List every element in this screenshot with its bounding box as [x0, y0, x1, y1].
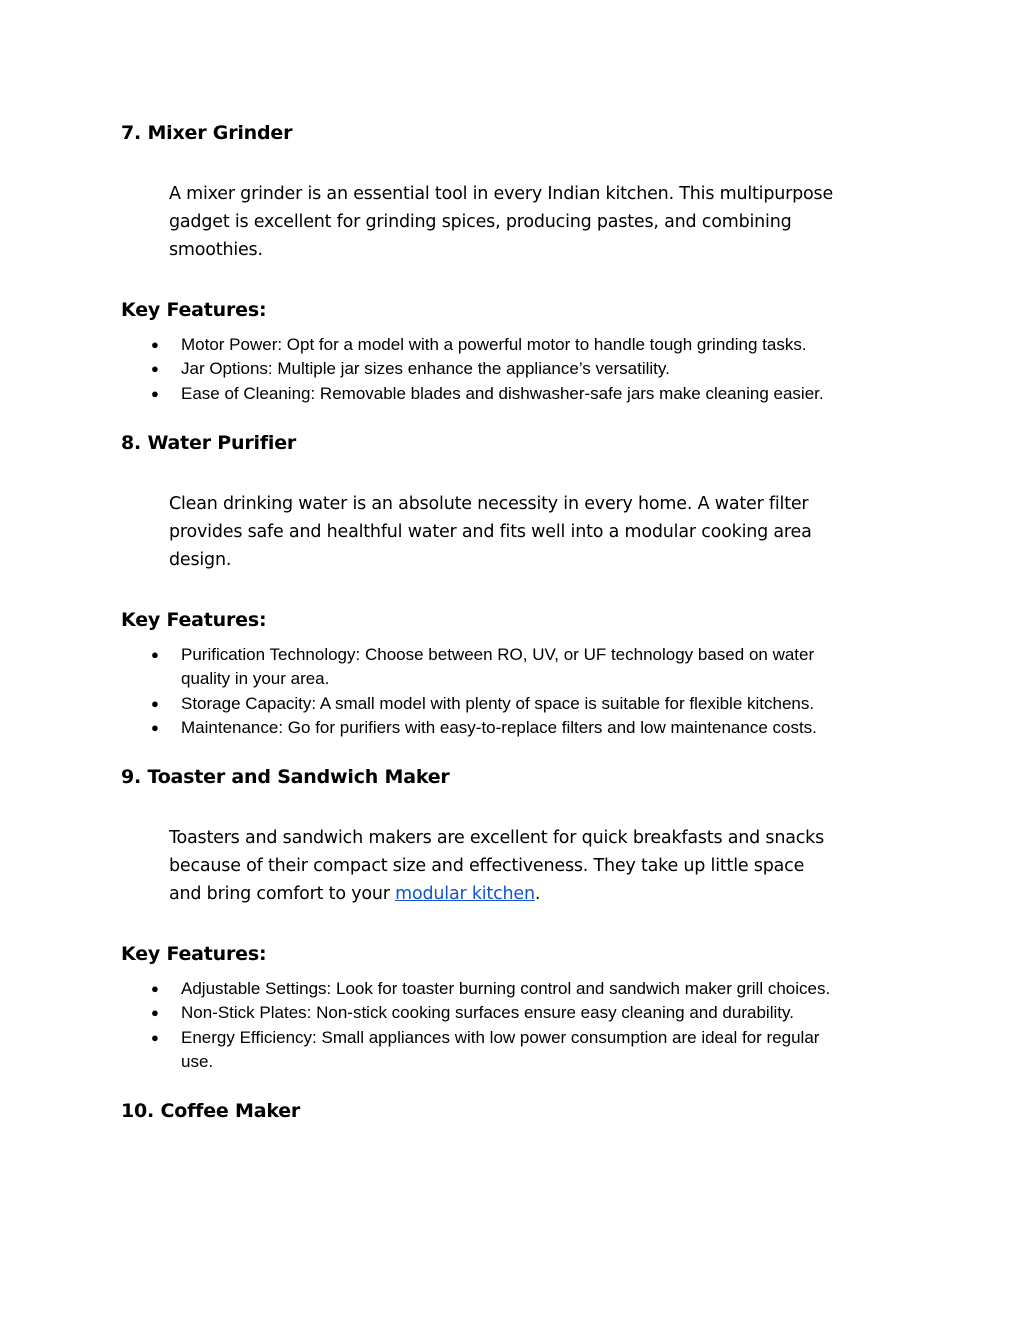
paragraph-line: because of their compact size and effectiveness. They take up little space [169, 856, 805, 876]
section-paragraph-mixer-grinder [169, 180, 869, 264]
section-heading-mixer-grinder: 7. Mixer Grinder [121, 122, 293, 144]
feature-text: Maintenance: Go for purifiers with easy-to-replace filters and low maintenance costs. [181, 718, 817, 738]
paragraph-line: gadget is excellent for grinding spices, producing pastes, and combining [169, 212, 792, 232]
feature-text: Non-Stick Plates: Non-stick cooking surfaces ensure easy cleaning and durability. [181, 1003, 794, 1023]
feature-list-mixer-grinder [0, 333, 1024, 406]
modular-kitchen-link[interactable]: modular kitchen [395, 884, 535, 904]
key-features-label: Key Features: [121, 299, 267, 321]
section-paragraph-water-purifier [169, 490, 869, 574]
bullet-icon: ● [151, 695, 159, 711]
bullet-icon: ● [151, 647, 159, 662]
paragraph-line [169, 880, 869, 908]
feature-text: Adjustable Settings: Look for toaster burning control and sandwich maker grill choices. [181, 979, 831, 998]
section-heading-coffee-maker: 10. Coffee Maker [121, 1100, 301, 1122]
list-item [0, 382, 1024, 406]
section-heading-water-purifier: 8. Water Purifier [121, 432, 297, 454]
paragraph-text: and bring comfort to your [169, 884, 396, 904]
feature-text: Purification Technology: Choose between RO, UV, or UF technology based on water [181, 645, 815, 664]
list-item [0, 643, 1024, 692]
feature-text: Storage Capacity: A small model with plenty of space is suitable for flexible kitchens. [181, 693, 815, 713]
feature-text: Jar Options: Multiple jar sizes enhance the appliance’s versatility. [181, 359, 670, 379]
feature-text: Ease of Cleaning: Removable blades and dishwasher-safe jars make cleaning easier. [181, 383, 824, 403]
bullet-icon: ● [151, 1005, 159, 1021]
bullet-icon: ● [151, 1029, 159, 1045]
paragraph-line: A mixer grinder is an essential tool in every Indian kitchen. This multipurpose [169, 184, 834, 204]
paragraph-line: provides safe and healthful water and fits well into a modular cooking area [169, 522, 812, 542]
bullet-icon: ● [151, 361, 159, 377]
list-item [0, 692, 1024, 716]
list-item [0, 977, 1024, 1001]
list-item [0, 716, 1024, 740]
paragraph-line: Clean drinking water is an absolute necessity in every home. A water filter [169, 494, 809, 514]
paragraph-line: design. [169, 550, 232, 570]
feature-list-toaster-sandwich-maker [0, 977, 1024, 1075]
feature-text: Motor Power: Opt for a model with a powerful motor to handle tough grinding tasks. [181, 335, 807, 354]
bullet-icon: ● [151, 337, 159, 352]
bullet-icon: ● [151, 385, 159, 401]
feature-text: use. [181, 1052, 214, 1072]
bullet-icon: ● [151, 720, 159, 736]
list-item [0, 1001, 1024, 1025]
key-features-label: Key Features: [121, 943, 267, 965]
feature-text: Energy Efficiency: Small appliances with low power consumption are ideal for regular [181, 1027, 820, 1047]
paragraph-line: smoothies. [169, 240, 263, 260]
section-heading-toaster-sandwich-maker: 9. Toaster and Sandwich Maker [121, 766, 450, 788]
key-features-label: Key Features: [121, 609, 267, 631]
feature-list-water-purifier [0, 643, 1024, 741]
section-paragraph-toaster-sandwich-maker [169, 824, 869, 908]
list-item [0, 333, 1024, 357]
list-item [0, 357, 1024, 381]
paragraph-text: . [534, 884, 541, 904]
list-item [0, 1026, 1024, 1075]
bullet-icon: ● [151, 981, 159, 996]
feature-text: quality in your area. [181, 669, 330, 689]
paragraph-line: Toasters and sandwich makers are excellent for quick breakfasts and snacks [169, 828, 825, 848]
